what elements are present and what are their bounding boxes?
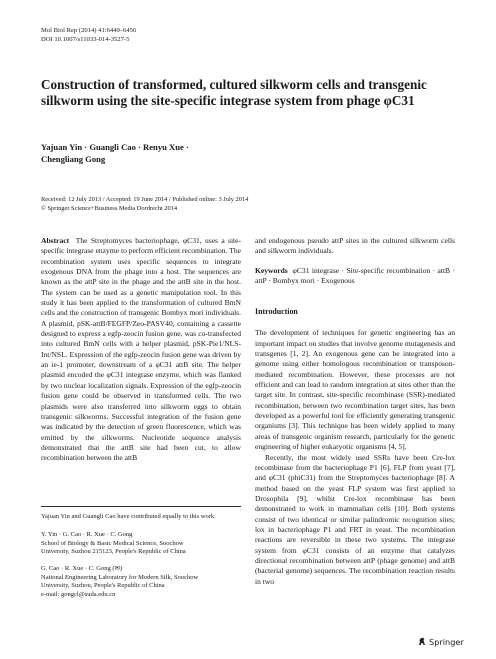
introduction-heading: Introduction [255,307,298,317]
affiliation-1 [41,531,241,557]
abstract-text: The Streptomyces bacteriophage, φC31, uses a site-specific integrase enzyme to perform efficient recombination. The recombination system uses specific sequences to integrate exogenous DNA from the phage into a host. The sequences are known as the attP site in the phage and the attB site in the host. The system can be used as a genetic manipulation tool. In this study it has been applied to the transformation of cultured BmN cells and the construction of transgenic Bombyx mori individuals. A plasmid, pSK-attB/FEGFP/Zeo-PASV40, containing a cassette designed to express a egfp-zeocin fusion gene, was co-transfected into cultured BmN cells with a helper plasmid, pSK-Pie1/NLS-Int/NSL. Expression of the egfp-zeocin fusion gene was driven by an ie-1 promoter, downstream of a φC31 attB site. The helper plasmid encoded the φC31 integrase enzyme, which was flanked by two nuclear localization signals. Expression of the egfp-zeocin fusion gene could be observed in transformed cells. The two plasmids were also transferred into silkworm eggs to obtain transgenic silkworms. Successful integration of the fusion gene was indicated by the detection of green fluorescence, which was emitted by the silkworms. Nucleotide sequence analysis demonstrated that the attB site had been cut, to allow recombination between the attB [41,236,241,463]
publisher-name: Springer [429,637,464,647]
author-list [41,142,341,165]
affil2-line2: University, Suzhou, People's Republic of China [41,582,165,590]
abstract [41,236,241,464]
affil1-line1: School of Biology & Basic Medical Science, Soochow [41,539,184,547]
right-column [255,236,455,587]
introduction-paragraph-1: The development of techniques for genetic engineering has an important impact on studies that involve genome mutagenesis and transgenes [1, 2]. An exogenous gene can be integrated into a genome using either homologous recombination or transposon-mediated recombination. However, these processes are not efficient and can lead to random integration at sites other than the target site. In contrast, site-specific recombinase (SSR)-mediated recombination, between two recombination target sites, has been developed as a powerful tool for efficiently generating transgenic organisms [3]. This technique has been widely applied to many areas of transgenic organism research, particularly for the genetic engineering of higher eukaryotic organisms [4, 5]. [255,328,455,452]
left-column [41,236,241,464]
publisher-logo [418,637,464,647]
paper-title: Construction of transformed, cultured silkworm cells and transgenic silkworm using the site-specific integrase system from phage φC31 [41,77,427,109]
doi: DOI 10.1007/s11033-014-3527-5 [41,36,130,43]
abstract-heading: Abstract [41,236,70,245]
footnote-contribution [41,513,241,522]
affil1-line2: University, Suzhou 215123, People's Republic of China [41,548,186,556]
introduction-paragraph-2: Recently, the most widely used SSRs have been Cre-lox recombinase from the bacteriophage P1 [6], FLP from yeast [7], and φC31 (phiC31) from the Streptomyces bacteriophage [8]. A method based on the yeast FLP system was first applied to Drosophila [9], whilst Cre-lox recombinase has been demonstrated to work in mammalian cells [10]. Both systems consist of two identical or similar palindromic recognition sites; lox in bacteriophage P1 and FRT in yeast. The recombination reactions are reversible in these two systems. The integrase system from φC31 consists of an enzyme that catalyzes directional recombination between attP (phage genome) and attB (bacterial genome) sequences. The recombination reaction results in two [255,452,455,586]
affil2-names: G. Cao · R. Xue · C. Gong (✉) [41,565,123,572]
contribution-note: Yajuan Yin and Guangli Cao have contributed equally to this work. [41,513,216,520]
affil2-line1: National Engineering Laboratory for Modern Silk, Soochow [41,573,199,581]
footnote-divider [41,506,241,507]
keywords [255,266,455,287]
keywords-text: φC31 integrase · Site-specific recombination · attB · attP · Bombyx mori · Exogenous [255,265,455,286]
copyright: © Springer Science+Business Media Dordrecht 2014 [41,204,178,212]
authors-line-2: Chengliang Gong [41,153,106,164]
journal-citation: Mol Biol Rep (2014) 41:6449–6456 [41,27,137,34]
springer-horse-icon [418,637,426,646]
authors-line-1: Yajuan Yin · Guangli Cao · Renyu Xue · [41,142,189,152]
keywords-heading: Keywords [255,265,288,275]
affiliation-2 [41,565,241,600]
publication-dates [41,196,461,214]
affil2-email: e-mail: gongcl@suda.edu.cn [41,591,116,599]
affil1-names: Y. Yin · G. Cao · R. Xue · C. Gong [41,531,133,538]
date-history: Received: 12 July 2013 / Accepted: 19 June 2014 / Published online: 3 July 2014 [41,196,249,203]
journal-header [41,26,136,44]
abstract-continuation: and endogenous pseudo attP sites in the cultured silkworm cells and silkworm individuals. [255,236,455,256]
